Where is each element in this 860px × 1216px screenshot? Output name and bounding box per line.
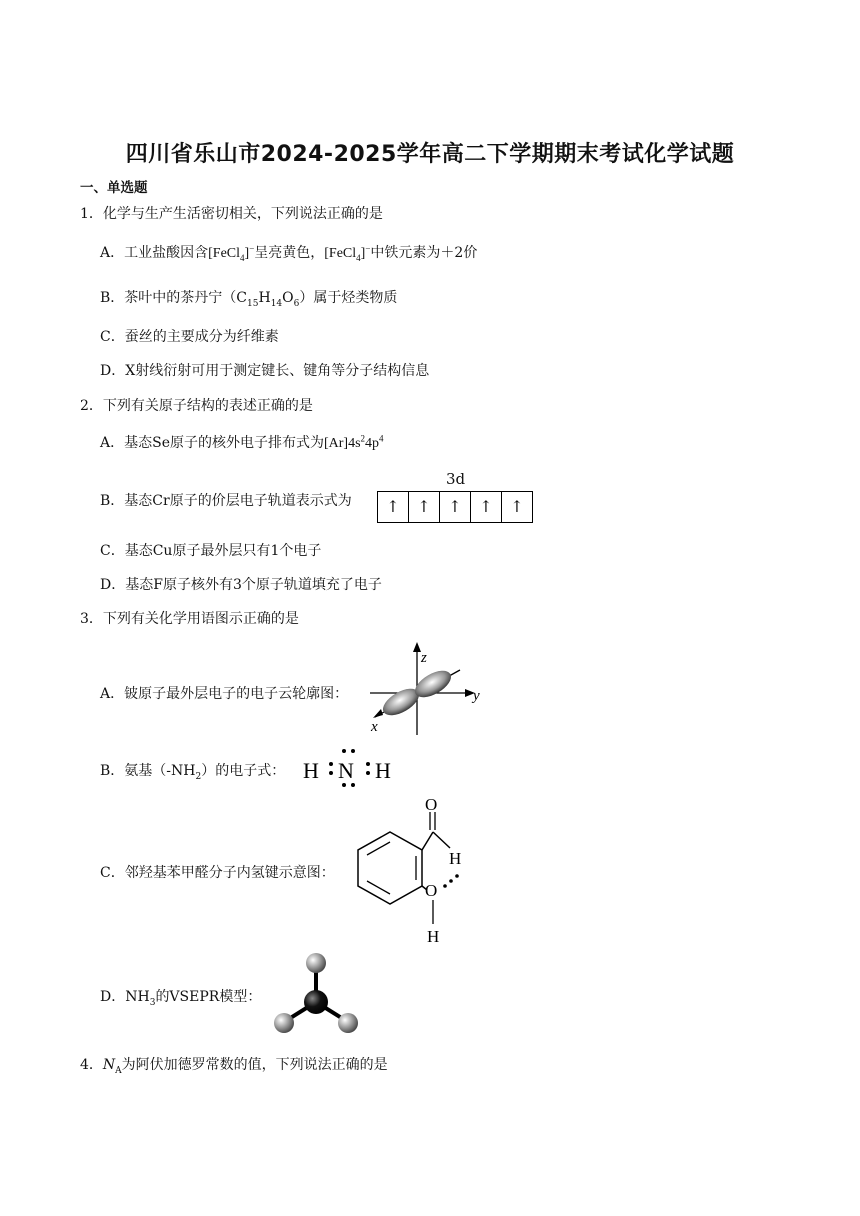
q2-stem: 2．下列有关原子结构的表述正确的是 [80, 398, 313, 414]
hydroxybenzaldehyde-structure [345, 792, 475, 952]
avogadro-subscript: A [115, 1065, 122, 1076]
q3-option-b [100, 760, 285, 782]
q2-option-d: D．基态F原子核外有3个原子轨道填充了电子 [100, 577, 382, 593]
nitrogen-label: N [338, 758, 354, 783]
q3-d-pre: D． [100, 989, 126, 1005]
q1-option-d: D．X射线衍射可用于测定键长、键角等分子结构信息 [100, 363, 430, 379]
tannin-formula: $C_{15}H_{14}O_6$ [236, 290, 300, 309]
q2-option-a [100, 432, 384, 452]
section-heading: 一、单选题 [80, 180, 148, 196]
hydrogen-label: H [449, 849, 462, 868]
orbital-box: ↑ [439, 491, 470, 523]
se-config: $[Ar]4s^24p^4$ [324, 433, 384, 451]
q4-stem [80, 1054, 388, 1076]
avogadro-symbol: N [102, 1057, 116, 1073]
orbital-box: ↑ [470, 491, 501, 523]
q3-option-c: C．邻羟基苯甲醛分子内氢键示意图： [100, 865, 335, 881]
electron-cloud-diagram [365, 640, 490, 738]
nh3-formula: $NH_3$ [125, 989, 156, 1008]
oxygen-label: O [425, 881, 438, 900]
q2-a-pre: A．基态Se原子的核外电子排布式为 [100, 435, 324, 451]
q3-d-post: 的VSEPR模型： [155, 989, 262, 1005]
q3-b-post: ）的电子式： [201, 763, 286, 779]
q3-option-a: A．铍原子最外层电子的电子云轮廓图： [100, 686, 349, 702]
hydrogen-label: H [375, 758, 391, 783]
q1-a-mid: 呈亮黄色， [254, 245, 325, 261]
fecl4-formula: [FeCl$_4$]− [208, 243, 255, 263]
q3-stem: 3．下列有关化学用语图示正确的是 [80, 611, 299, 627]
q1-a-pre: A．工业盐酸因含 [100, 245, 209, 261]
oxygen-label: O [425, 795, 438, 814]
hydrogen-label: H [427, 927, 440, 946]
orbital-box: ↑ [501, 491, 532, 523]
orbital-box: ↑ [408, 491, 439, 523]
amino-electron-formula [300, 745, 400, 790]
page-title: 四川省乐山市2024-2025学年高二下学期期末考试化学试题 [125, 142, 735, 167]
fecl4-formula-2: [FeCl$_4$]− [324, 243, 371, 263]
x-axis-label: x [371, 719, 378, 735]
q3-b-pre: B．氨基（ [100, 763, 167, 779]
q1-b-pre: B．茶叶中的茶丹宁（ [100, 290, 237, 306]
q1-option-c: C．蚕丝的主要成分为纤维素 [100, 329, 279, 345]
q3-option-d [100, 986, 261, 1008]
orbital-label: 3d [446, 470, 466, 488]
q1-option-b [100, 287, 397, 309]
nh2-formula: $-NH_2$ [166, 763, 202, 782]
z-axis-label: z [421, 650, 427, 666]
y-axis-label: y [473, 688, 480, 704]
q2-option-c: C．基态Cu原子最外层只有1个电子 [100, 543, 322, 559]
q2-option-b: B．基态Cr原子的价层电子轨道表示式为 [100, 493, 352, 509]
q1-option-a [100, 242, 477, 263]
orbital-diagram [377, 491, 533, 523]
q1-stem: 1．化学与生产生活密切相关，下列说法正确的是 [80, 206, 383, 222]
q1-a-post: 中铁元素为＋2价 [370, 245, 478, 261]
vsepr-model [270, 950, 360, 1040]
q1-b-post: ）属于烃类物质 [299, 290, 398, 306]
hydrogen-label: H [303, 758, 319, 783]
q4-number: 4． [80, 1057, 103, 1073]
q4-text: 为阿伏加德罗常数的值，下列说法正确的是 [121, 1057, 388, 1073]
orbital-box: ↑ [377, 491, 408, 523]
